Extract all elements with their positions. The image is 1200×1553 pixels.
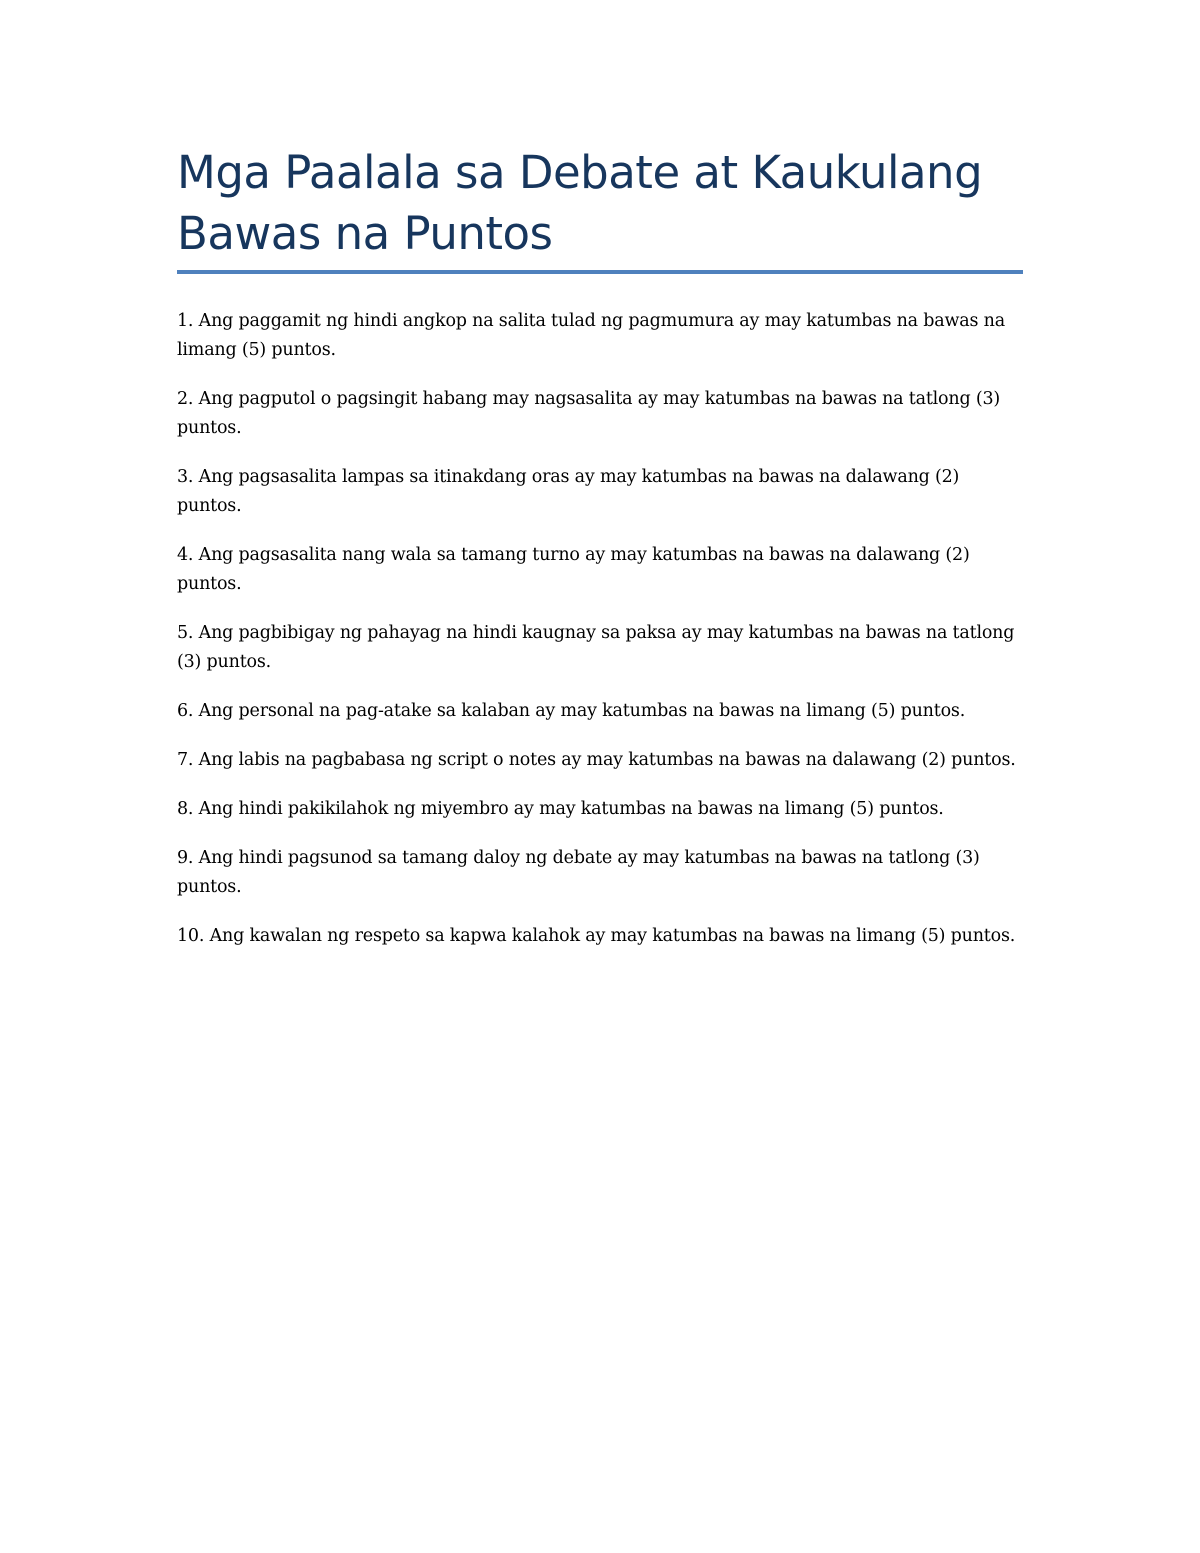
rule-item-2: 2. Ang pagputol o pagsingit habang may nagsasalita ay may katumbas na bawas na tatlong (3) puntos. (177, 389, 1001, 438)
rule-item-6: 6. Ang personal na pag-atake sa kalaban ay may katumbas na bawas na limang (5) puntos. (177, 701, 966, 721)
document-content (177, 142, 1025, 971)
rule-item-7: 7. Ang labis na pagbabasa ng script o notes ay may katumbas na bawas na dalawang (2) puntos. (177, 750, 1016, 770)
rule-item-8: 8. Ang hindi pakikilahok ng miyembro ay may katumbas na bawas na limang (5) puntos. (177, 799, 944, 819)
document-title: Mga Paalala sa Debate at Kaukulang Bawas na Puntos (177, 142, 1023, 274)
rule-item-1: 1. Ang paggamit ng hindi angkop na salita tulad ng pagmumura ay may katumbas na bawas na limang (5) puntos. (177, 311, 1005, 360)
rule-item-4: 4. Ang pagsasalita nang wala sa tamang turno ay may katumbas na bawas na dalawang (2) puntos. (177, 545, 970, 594)
rule-item-9: 9. Ang hindi pagsunod sa tamang daloy ng debate ay may katumbas na bawas na tatlong (3) puntos. (177, 848, 980, 897)
rule-item-5: 5. Ang pagbibigay ng pahayag na hindi kaugnay sa paksa ay may katumbas na bawas na tatlong (3) puntos. (177, 623, 1015, 672)
rule-item-10: 10. Ang kawalan ng respeto sa kapwa kalahok ay may katumbas na bawas na limang (5) puntos. (177, 926, 1016, 946)
rule-item-3: 3. Ang pagsasalita lampas sa itinakdang oras ay may katumbas na bawas na dalawang (2) puntos. (177, 467, 960, 516)
rules-list (177, 307, 1025, 951)
